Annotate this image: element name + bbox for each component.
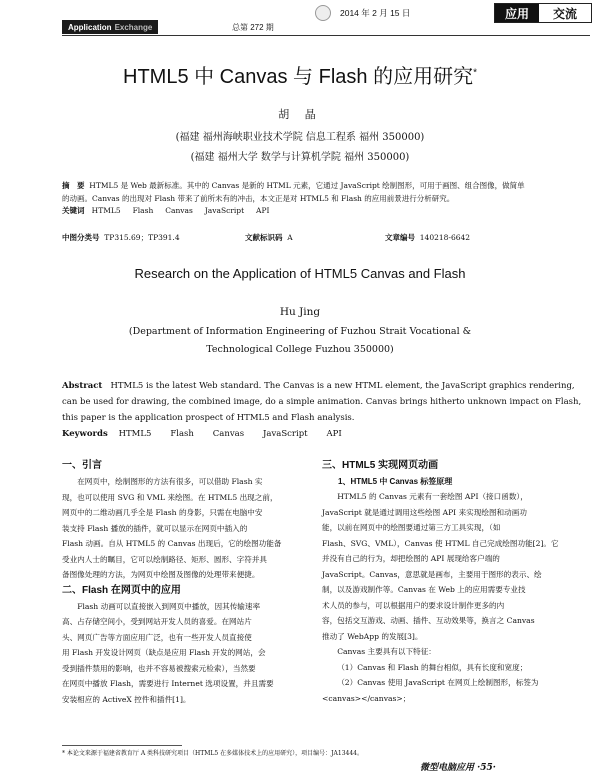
clc-label: 中图分类号 [62, 233, 100, 242]
issue-date: 2014 年 2 月 15 日 [340, 8, 411, 18]
keyword: Canvas [165, 206, 193, 215]
body-line: 装支持 Flash 播放的插件，就可以显示在网页中插入的 [62, 523, 248, 533]
issue-number: 总第 272 期 [232, 23, 274, 32]
section-heading: 一、引言 [62, 460, 102, 471]
english-author: Hu Jing [279, 306, 321, 318]
footnote-rule [62, 745, 182, 746]
body-line: Flash 动画可以直接嵌入到网页中播放，因其传输速率 [77, 601, 261, 611]
english-abstract-line: can be used for drawing, the combined image, do a simple animation. Canvas brings hitherto unknown impact on Flash, [62, 397, 582, 407]
article-label: 文章编号 [385, 233, 415, 242]
body-line: <canvas></canvas>； [322, 693, 411, 703]
english-affiliation-1: (Department of Information Engineering of Fuzhou Strait Vocational & [128, 326, 472, 337]
body-line: 制，以及游戏制作等。Canvas 在 Web 上的应用需要专业技 [322, 585, 526, 594]
author-name: 胡 晶 [278, 108, 322, 121]
right-column [322, 458, 590, 706]
english-keywords-label: Keywords [62, 429, 108, 439]
subsection-heading: 1、HTML5 中 Canvas 标签原理 [338, 477, 453, 486]
body-line: 现，也可以使用 SVG 和 VML 来绘图。在 HTML5 出现之前， [62, 492, 278, 502]
english-keywords [62, 426, 590, 442]
abstract-cn-line: 的动画。Canvas 的出现对 Flash 带来了前所未有的冲击，本文正是对 HTML5 和 Flash 的应用前景进行分析研究。 [62, 193, 455, 203]
keyword: Canvas [212, 429, 245, 439]
body-line: 推动了 WebApp 的发展[3]。 [322, 631, 423, 641]
body-line: 能，以前在网页中的绘图要通过第三方工具实现，（如 [322, 523, 501, 532]
section-heading: 二、Flash 在网页中的应用 [62, 584, 181, 596]
keywords-cn [62, 205, 590, 218]
english-abstract [62, 378, 590, 442]
circle-icon [315, 5, 331, 21]
doc-label: 文献标识码 [245, 233, 283, 242]
title-footnote-mark: * [473, 67, 477, 79]
section-tag [62, 20, 158, 34]
keyword: HTML5 [118, 429, 152, 439]
article-value: 140218-6642 [419, 233, 471, 242]
publication-footer: 微型电脑应用 ·55· [420, 763, 496, 773]
keywords-cn-label: 关键词 [62, 206, 85, 215]
keyword: Flash [132, 206, 154, 215]
column-label-light: 交流 [552, 6, 577, 21]
body-line: 安装相应的 ActiveX 控件和插件[1]。 [62, 694, 191, 704]
english-abstract-line: this paper is the application prospect of HTML5 and Flash analysis. [62, 413, 355, 423]
paper-title-text: HTML5 中 Canvas 与 Flash 的应用研究 [123, 66, 474, 88]
column-label [494, 3, 592, 23]
section-tag-right: Exchange [114, 22, 153, 32]
body-line: JavaScript。Canvas，意思就是画布，主要用于图形的表示、绘 [322, 569, 542, 579]
clc-value: TP315.69；TP391.4 [104, 233, 180, 242]
section-tag-left: Application [68, 22, 112, 32]
body-line: JavaScript 就是通过调用这些绘图 API 来实现绘图和动画功 [322, 507, 527, 517]
body-line: 受到插件禁用的影响，也并不容易被搜索元检索），当然要 [62, 663, 256, 673]
english-abstract-line: HTML5 is the latest Web standard. The Canvas is a new HTML element, the JavaScript graphics rendering, [110, 381, 575, 391]
keyword: JavaScript [262, 429, 308, 439]
paper-title [0, 60, 600, 89]
keyword: API [326, 429, 342, 439]
header-rule [62, 35, 590, 36]
body-line: Flash 动画。自从 HTML5 的 Canvas 出现后，它的绘图功能备 [62, 539, 282, 548]
body-line: Flash、SVG、VML），Canvas 使 HTML 自己完成绘图功能[2]。它 [322, 538, 559, 548]
affiliation-2: (福建 福州大学 数学与计算机学院 福州 350000) [190, 152, 410, 163]
abstract-cn [62, 180, 590, 218]
doc-value: A [287, 233, 293, 242]
body-line: Canvas 主要具有以下特征： [337, 647, 436, 656]
english-title: Research on the Application of HTML5 Canvas and Flash [134, 266, 466, 281]
footnote: * 本论文来源于福建省教育厅 A 类科技研究项目（HTML5 在多媒体技术上的应用研究），项目编号：JA13444。 [62, 750, 363, 757]
document-code [245, 232, 293, 245]
left-column [62, 458, 318, 707]
body-line: （2）Canvas 使用 JavaScript 在网页上绘制图形，标签为 [337, 678, 539, 687]
abstract-cn-line: HTML5 是 Web 最新标准。其中的 Canvas 是新的 HTML 元素，它通过 JavaScript 绘制图形，可用于画图、组合图像，做简单 [89, 181, 525, 190]
body-line: 受业内人士的瞩目，它可以绘制路径、矩形、圆形、字符并具 [62, 554, 268, 564]
keyword: HTML5 [91, 206, 121, 215]
body-line: 并没有自己的行为，却把绘图的 API 展现给客户端的 [322, 554, 500, 563]
keyword: Flash [170, 429, 194, 439]
body-line: （1）Canvas 和 Flash 的舞台相似，具有长度和宽度； [337, 662, 528, 672]
body-line: 容，包括交互游戏、动画、插件、互动效果等，换言之 Canvas [322, 616, 535, 625]
clc-number [62, 232, 180, 245]
affiliation-1: (福建 福州海峡职业技术学院 信息工程系 福州 350000) [175, 132, 425, 143]
body-line: 术人员的参与，可以根据用户的要求设计制作更多的内 [322, 600, 505, 610]
body-line: 在网页中播放 Flash，需要进行 Internet 选项设置，并且需要 [62, 679, 274, 688]
body-line: HTML5 的 Canvas 元素有一套绘图 API（接口函数）， [337, 492, 528, 501]
english-abstract-label: Abstract [62, 381, 103, 391]
body-line: 网页中的二维动画几乎全是 Flash 的身影，只需在电脑中安 [62, 508, 263, 517]
abstract-cn-label: 摘 要 [62, 181, 85, 190]
body-line: 高、占存储空间小，受到网站开发人员的喜爱。在网站片 [62, 617, 252, 626]
column-label-dark: 应用 [495, 4, 539, 22]
body-line: 用 Flash 开发设计网页（缺点是应用 Flash 开发的网站，会 [62, 648, 266, 657]
section-heading: 三、HTML5 实现网页动画 [322, 460, 439, 471]
article-number [385, 232, 470, 245]
body-line: 备图像处理的方法，为网页中绘图及图像的处理带来便捷。 [62, 570, 260, 579]
keyword: API [256, 206, 270, 215]
body-line: 在网页中，绘制图形的方法有很多，可以借助 Flash 实 [77, 477, 263, 486]
english-affiliation-2: Technological College Fuzhou 350000) [206, 344, 394, 355]
body-line: 头、网页广告等方面应用广泛，也有一些开发人员直接使 [62, 632, 252, 642]
keyword: JavaScript [204, 206, 245, 215]
